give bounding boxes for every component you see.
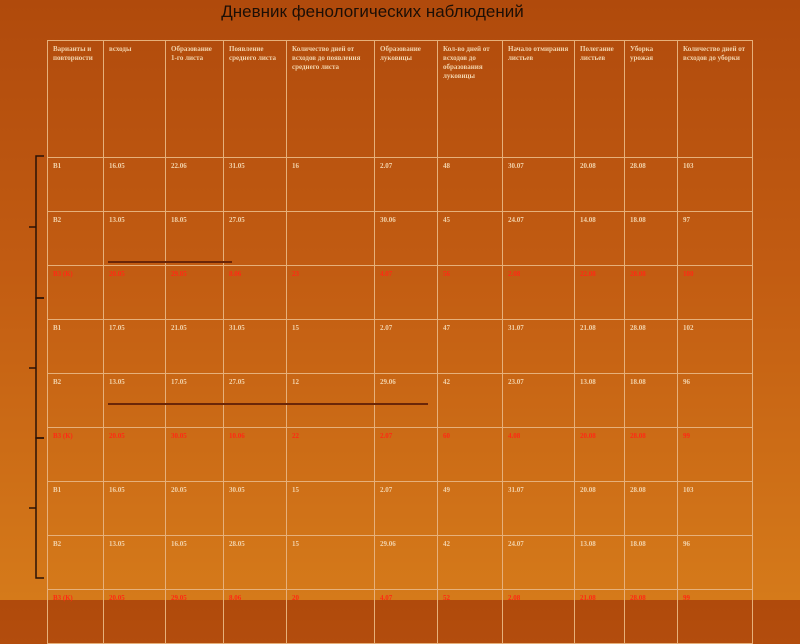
table-cell: 31.05: [224, 320, 287, 374]
header-cell: Появление среднего листа: [224, 41, 287, 158]
table-cell: 96: [678, 374, 753, 428]
header-cell: Образование луковицы: [375, 41, 438, 158]
observation-table: [47, 40, 753, 644]
table-cell: 20.05: [166, 482, 224, 536]
table-cell: 29.05: [166, 590, 224, 644]
table-cell: 29.06: [375, 374, 438, 428]
table-cell: 31.07: [503, 482, 575, 536]
table-cell: 4.08: [503, 428, 575, 482]
table-cell: 28.08: [625, 158, 678, 212]
table-cell: 99: [678, 590, 753, 644]
table-cell: 29.05: [166, 266, 224, 320]
table-cell: 22.08: [575, 266, 625, 320]
table-cell: 28.08: [625, 590, 678, 644]
table-cell: 20: [287, 590, 375, 644]
table-cell: 10.06: [224, 428, 287, 482]
table-cell: 14.08: [575, 212, 625, 266]
table-cell: 2.07: [375, 428, 438, 482]
table-cell: 13.08: [575, 536, 625, 590]
table-cell: 18.08: [625, 536, 678, 590]
bracket-group-1: [36, 156, 44, 298]
table-cell: 8.06: [224, 266, 287, 320]
table-cell: 21.08: [575, 320, 625, 374]
table-cell: 4.07: [375, 590, 438, 644]
table-cell: 56: [438, 266, 503, 320]
table-cell: 31.05: [224, 158, 287, 212]
table-cell: 20.05: [104, 590, 166, 644]
table-cell: 21.08: [575, 590, 625, 644]
table-cell: 15: [287, 536, 375, 590]
table-cell: 28.05: [224, 536, 287, 590]
table-cell: 96: [678, 536, 753, 590]
table-cell: 20.08: [575, 158, 625, 212]
table-row: [48, 158, 753, 212]
header-cell: Уборка урожая: [625, 41, 678, 158]
table-cell: 103: [678, 482, 753, 536]
variant-cell: В3 (К): [48, 428, 104, 482]
bracket-group-2: [36, 298, 44, 438]
table-row: [48, 212, 753, 266]
table-cell: 8.06: [224, 590, 287, 644]
variant-cell: В1: [48, 158, 104, 212]
table-cell: 99: [678, 428, 753, 482]
table-cell: 22: [287, 428, 375, 482]
header-cell: всходы: [104, 41, 166, 158]
variant-cell: В1: [48, 320, 104, 374]
table-cell: 18.08: [625, 374, 678, 428]
table-cell: 28.08: [625, 482, 678, 536]
table-cell: 16.05: [104, 482, 166, 536]
header-cell: Варианты и повторности: [48, 41, 104, 158]
variant-cell: В2: [48, 212, 104, 266]
table-cell: 102: [678, 320, 753, 374]
table-row: [48, 590, 753, 644]
table-cell: 2.08: [503, 590, 575, 644]
table-cell: 16.05: [166, 536, 224, 590]
table-cell: 17.05: [104, 320, 166, 374]
table-row: [48, 320, 753, 374]
variant-cell: В3 (К): [48, 266, 104, 320]
table-cell: 16.05: [104, 158, 166, 212]
table-cell: 15: [287, 482, 375, 536]
table-cell: 22.06: [166, 158, 224, 212]
table-cell: 103: [678, 158, 753, 212]
variant-cell: В2: [48, 536, 104, 590]
table-cell: 97: [678, 212, 753, 266]
table-cell: 27.05: [224, 374, 287, 428]
table-cell: 28.08: [625, 266, 678, 320]
header-cell: Кол-во дней от всходов до образования луковицы: [438, 41, 503, 158]
variant-cell: В3 (К): [48, 590, 104, 644]
table-cell: 16: [287, 158, 375, 212]
table-cell: 21.05: [166, 320, 224, 374]
table-cell: 42: [438, 536, 503, 590]
table-cell: 60: [438, 428, 503, 482]
table-cell: 18.05: [166, 212, 224, 266]
table-cell: 18.08: [625, 212, 678, 266]
variant-cell: В1: [48, 482, 104, 536]
table-cell: 29.06: [375, 536, 438, 590]
table-cell: 15: [287, 320, 375, 374]
header-cell: Полегание листьев: [575, 41, 625, 158]
table-cell: 4.07: [375, 266, 438, 320]
page-title: Дневник фенологических наблюдений: [221, 2, 524, 21]
table-cell: 30.07: [503, 158, 575, 212]
bracket-group-3: [36, 438, 44, 578]
table-row: [48, 266, 753, 320]
table-cell: 30.06: [375, 212, 438, 266]
table-cell: 47: [438, 320, 503, 374]
table-cell: 20.05: [104, 428, 166, 482]
table-cell: 2.07: [375, 320, 438, 374]
header-cell: Количество дней от всходов до появления среднего листа: [287, 41, 375, 158]
table-cell: 48: [438, 158, 503, 212]
table-cell: 20.05: [104, 266, 166, 320]
table-cell: 13.08: [575, 374, 625, 428]
table-cell: 2.08: [503, 266, 575, 320]
table-cell: 13.05: [104, 536, 166, 590]
table-cell: 24.07: [503, 212, 575, 266]
header-row: [48, 41, 753, 158]
table-cell: 100: [678, 266, 753, 320]
table-cell: 13.05: [104, 374, 166, 428]
table-cell: 24.07: [503, 536, 575, 590]
table-row: [48, 482, 753, 536]
table-cell: 23: [287, 266, 375, 320]
header-cell: Начало отмирания листьев: [503, 41, 575, 158]
table-cell: 20.08: [575, 482, 625, 536]
table-cell: 27.05: [224, 212, 287, 266]
table-cell: 31.07: [503, 320, 575, 374]
table-row: [48, 428, 753, 482]
header-cell: Образование 1-го листа: [166, 41, 224, 158]
table-cell: 2.07: [375, 482, 438, 536]
table-cell: 20.08: [575, 428, 625, 482]
variant-cell: В2: [48, 374, 104, 428]
table-cell: [287, 212, 375, 266]
table-cell: 17.05: [166, 374, 224, 428]
table-cell: 28.08: [625, 320, 678, 374]
table-cell: 13.05: [104, 212, 166, 266]
table-cell: 12: [287, 374, 375, 428]
table-cell: 42: [438, 374, 503, 428]
table-cell: 2.07: [375, 158, 438, 212]
table-cell: 23.07: [503, 374, 575, 428]
table-cell: 45: [438, 212, 503, 266]
table-cell: 49: [438, 482, 503, 536]
table-row: [48, 374, 753, 428]
table-cell: 28.08: [625, 428, 678, 482]
table-cell: 52: [438, 590, 503, 644]
table-cell: 30.05: [224, 482, 287, 536]
table-cell: 30.05: [166, 428, 224, 482]
table-row: [48, 536, 753, 590]
header-cell: Количество дней от всходов до уборки: [678, 41, 753, 158]
